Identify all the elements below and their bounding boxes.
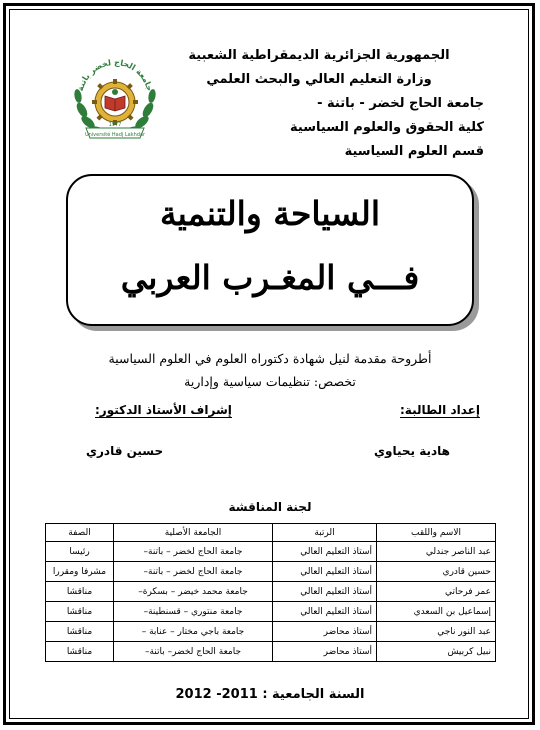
- member-rank: أستاذ التعليم العالي: [273, 542, 377, 562]
- member-role: مناقشا: [46, 582, 114, 602]
- column-header-rank: الرتبة: [273, 524, 377, 542]
- ministry-name: وزارة التعليم العالي والبحث العلمي: [206, 72, 432, 87]
- member-university: جامعة الحاج لخضر – باتنة–: [114, 562, 273, 582]
- member-rank: أستاذ محاضر: [273, 642, 377, 662]
- member-university: جامعة باجي مختار – عنابة –: [114, 622, 273, 642]
- member-name: إسماعيل بن السعدي: [377, 602, 496, 622]
- member-name: عبد الناصر جندلي: [377, 542, 496, 562]
- member-name: حسين قادري: [377, 562, 496, 582]
- thesis-title-line1: السياحة والتنمية: [159, 194, 381, 233]
- university-logo: [70, 52, 160, 147]
- committee-table: [45, 523, 496, 662]
- member-name: نبيل كربيش: [377, 642, 496, 662]
- member-role: مشرفا ومقررا: [46, 562, 114, 582]
- supervisor-name: حسين قادري: [86, 444, 164, 458]
- member-university: جامعة الحاج لخضر – باتنة–: [114, 542, 273, 562]
- department-name: قسم العلوم السياسية: [344, 144, 484, 159]
- member-university: جامعة الحاج لخضر– باتنة–: [114, 642, 273, 662]
- institution-header: [154, 44, 484, 164]
- academic-year: السنة الجامعية : 2011- 2012: [175, 687, 365, 702]
- thesis-description: أطروحة مقدمة لنيل شهادة دكتوراه العلوم في العلوم السياسية: [108, 351, 432, 366]
- column-header-role: الصفة: [46, 524, 114, 542]
- member-role: مناقشا: [46, 602, 114, 622]
- member-rank: أستاذ التعليم العالي: [273, 562, 377, 582]
- prepared-by-label: إعداد الطالبة:: [400, 403, 480, 417]
- table-row: [46, 562, 496, 582]
- member-university: جامعة محمد خيضر – بسكرة–: [114, 582, 273, 602]
- member-role: مناقشا: [46, 642, 114, 662]
- member-role: رئيسا: [46, 542, 114, 562]
- logo-arabic-text: جامعة الحاج لخضر باتنة: [75, 57, 155, 93]
- column-header-name: الاسم واللقب: [377, 524, 496, 542]
- table-row: [46, 622, 496, 642]
- column-header-university: الجامعة الأصلية: [114, 524, 273, 542]
- committee-title: لجنة المناقشة: [228, 500, 312, 514]
- member-rank: أستاذ التعليم العالي: [273, 602, 377, 622]
- member-university: جامعة منتوري – قسنطينة–: [114, 602, 273, 622]
- table-row: [46, 642, 496, 662]
- supervisor-label: إشراف الأستاذ الدكتور:: [95, 403, 232, 417]
- faculty-name: كلية الحقوق والعلوم السياسية: [290, 120, 484, 135]
- table-row: [46, 542, 496, 562]
- student-name: هادية يحياوي: [374, 444, 450, 458]
- logo-year: 1977: [108, 122, 122, 128]
- title-box: [66, 174, 474, 326]
- member-name: عبد النور ناجي: [377, 622, 496, 642]
- logo-latin-text: Université Hadj Lakhdar: [84, 132, 146, 138]
- member-rank: أستاذ التعليم العالي: [273, 582, 377, 602]
- university-name: جامعة الحاج لخضر - باتنة -: [317, 96, 484, 111]
- republic-name: الجمهورية الجزائرية الديمقراطية الشعبية: [188, 48, 450, 63]
- thesis-title-line2: فـــي المغـرب العربي: [120, 258, 420, 297]
- table-header-row: [46, 524, 496, 542]
- table-row: [46, 602, 496, 622]
- member-role: مناقشا: [46, 622, 114, 642]
- thesis-specialty: تخصص: تنظيمات سياسية وإدارية: [184, 374, 356, 389]
- member-rank: أستاذ محاضر: [273, 622, 377, 642]
- member-name: عمر فرحاتي: [377, 582, 496, 602]
- table-row: [46, 582, 496, 602]
